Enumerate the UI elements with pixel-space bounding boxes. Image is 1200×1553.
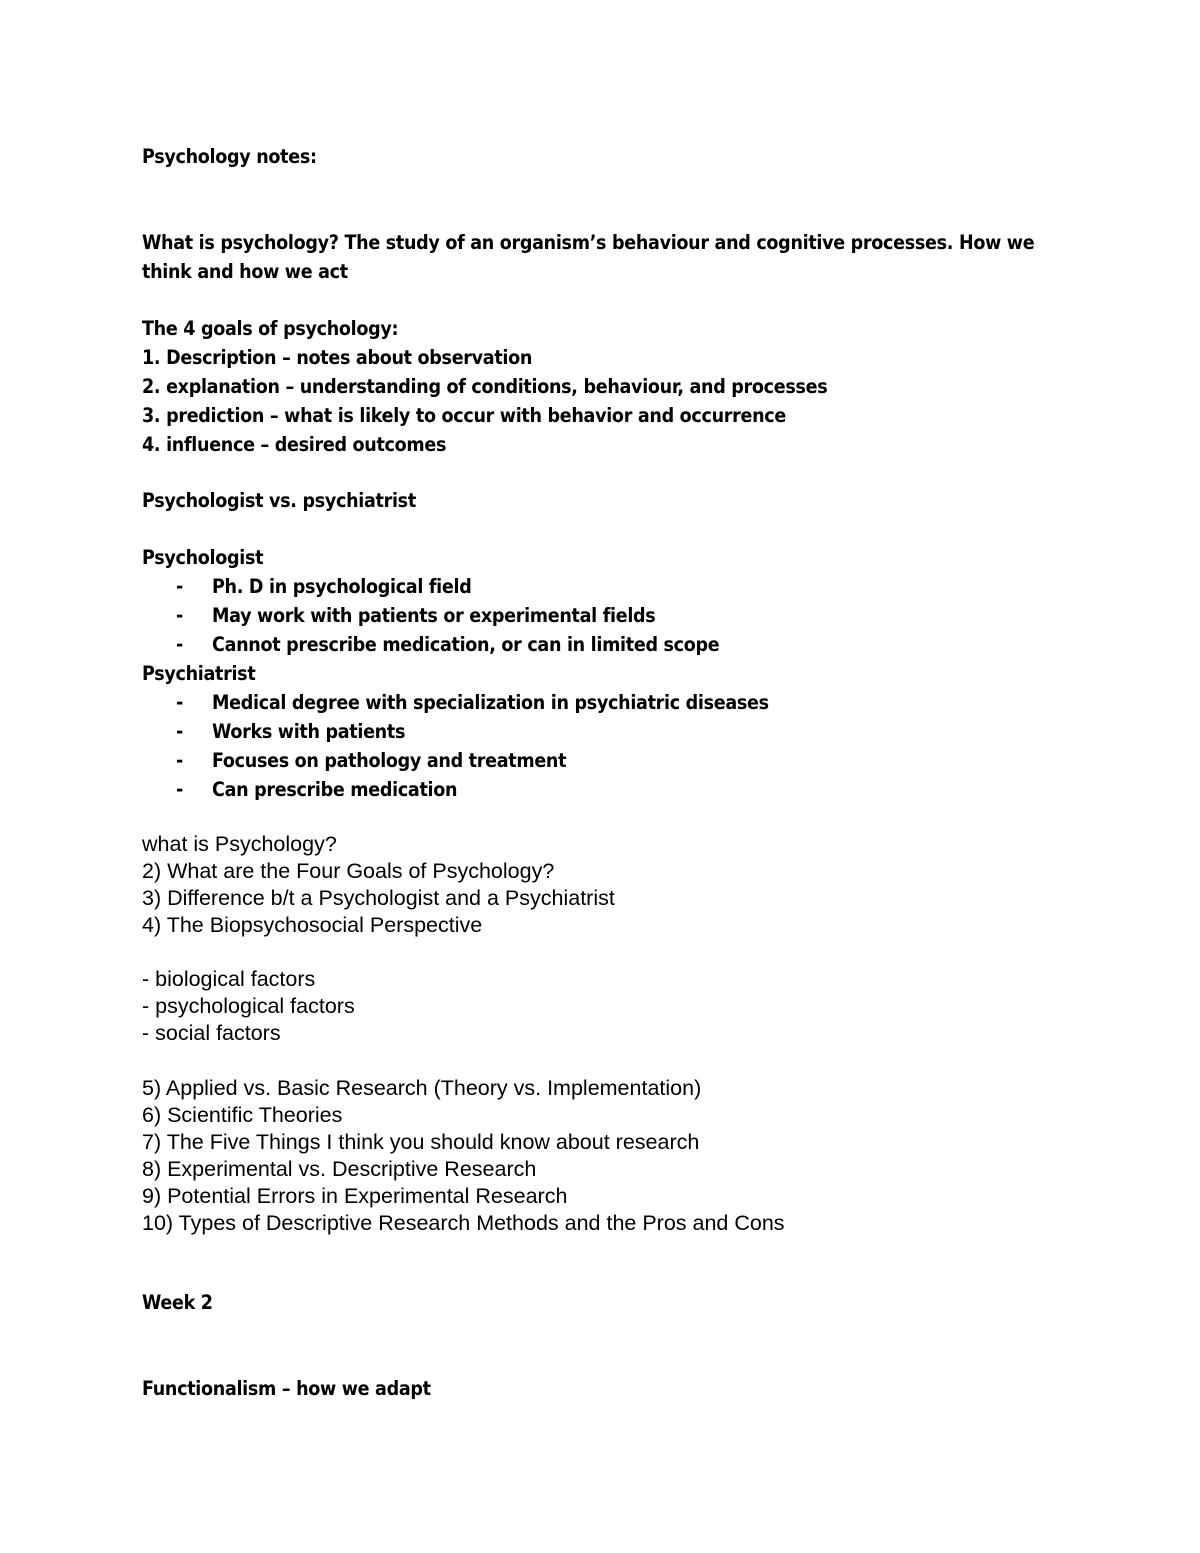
psychiatrist-label: Psychiatrist: [142, 662, 256, 685]
list-item-text: May work with patients or experimental fields: [212, 604, 656, 627]
psychiatrist-points: [142, 688, 769, 804]
list-item: [142, 746, 769, 775]
list-item: [142, 601, 769, 630]
list-item: [142, 717, 769, 746]
list-item-text: Ph. D in psychological field: [212, 575, 472, 598]
list-item: [142, 572, 769, 601]
intro-paragraph: [142, 228, 1034, 286]
factors-list: [142, 966, 355, 1047]
week-2-heading: Week 2: [142, 1291, 213, 1314]
document-title: Psychology notes:: [142, 145, 317, 168]
psychologist-points: [142, 572, 769, 659]
question-item: 9) Potential Errors in Experimental Research: [142, 1184, 568, 1208]
question-item: 10) Types of Descriptive Research Methods and the Pros and Cons: [142, 1211, 785, 1235]
list-item-text: Can prescribe medication: [212, 778, 458, 801]
psychologist-label: Psychologist: [142, 546, 264, 569]
intro-line-2: think and how we act: [142, 260, 348, 283]
goal-item: 1. Description – notes about observation: [142, 346, 533, 369]
goal-item: 3. prediction – what is likely to occur with behavior and occurrence: [142, 404, 786, 427]
bullet-dash: -: [176, 720, 183, 743]
factor-item: - biological factors: [142, 967, 316, 991]
question-item: 5) Applied vs. Basic Research (Theory vs. Implementation): [142, 1076, 702, 1100]
comparison-section: [142, 543, 769, 804]
bullet-dash: -: [176, 633, 183, 656]
functionalism-heading: Functionalism – how we adapt: [142, 1377, 431, 1400]
intro-line-1: What is psychology? The study of an organism’s behaviour and cognitive processes. How we: [142, 231, 1035, 254]
factor-item: - psychological factors: [142, 994, 355, 1018]
list-item-text: Focuses on pathology and treatment: [212, 749, 567, 772]
questions-list-b: [142, 1075, 785, 1237]
list-item: [142, 775, 769, 804]
questions-list-a: [142, 831, 615, 939]
bullet-dash: -: [176, 749, 183, 772]
list-item-text: Medical degree with specialization in psychiatric diseases: [212, 691, 769, 714]
bullet-dash: -: [176, 604, 183, 627]
list-item: [142, 688, 769, 717]
bullet-dash: -: [176, 575, 183, 598]
question-item: 7) The Five Things I think you should know about research: [142, 1130, 700, 1154]
comparison-heading: Psychologist vs. psychiatrist: [142, 489, 416, 512]
list-item-text: Cannot prescribe medication, or can in limited scope: [212, 633, 720, 656]
goal-item: 4. influence – desired outcomes: [142, 433, 447, 456]
question-item: 8) Experimental vs. Descriptive Research: [142, 1157, 537, 1181]
goal-item: 2. explanation – understanding of conditions, behaviour, and processes: [142, 375, 828, 398]
question-item: 2) What are the Four Goals of Psychology?: [142, 859, 555, 883]
question-item: 6) Scientific Theories: [142, 1103, 343, 1127]
factor-item: - social factors: [142, 1021, 281, 1045]
bullet-dash: -: [176, 778, 183, 801]
list-item-text: Works with patients: [212, 720, 406, 743]
goals-section: [142, 314, 827, 459]
question-item: 4) The Biopsychosocial Perspective: [142, 913, 483, 937]
goals-heading: The 4 goals of psychology:: [142, 317, 399, 340]
question-item: 3) Difference b/t a Psychologist and a Psychiatrist: [142, 886, 615, 910]
question-item: what is Psychology?: [142, 832, 337, 856]
list-item: [142, 630, 769, 659]
bullet-dash: -: [176, 691, 183, 714]
